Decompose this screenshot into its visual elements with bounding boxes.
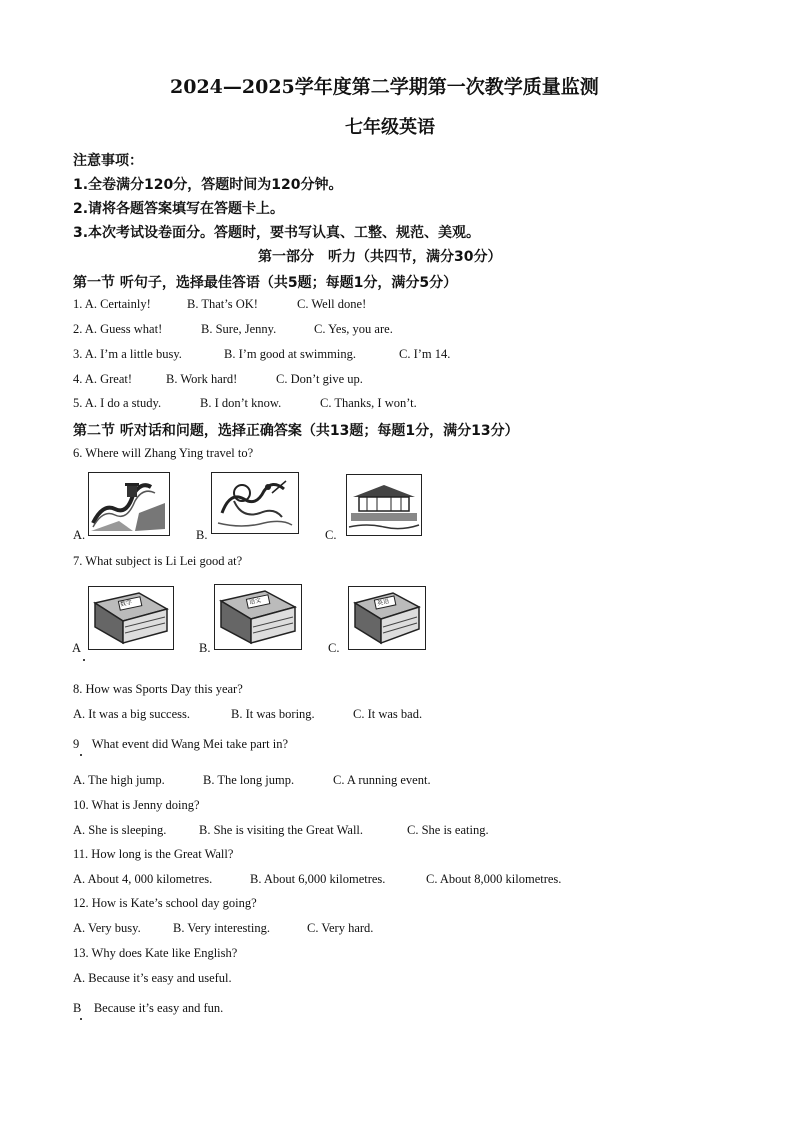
scan-mark	[80, 754, 82, 756]
q12-a[interactable]: A. Very busy.	[73, 921, 141, 935]
q5-b[interactable]: B. I don’t know.	[200, 396, 282, 410]
exam-subtitle: 七年级英语	[345, 117, 435, 138]
q8-b[interactable]: B. It was boring.	[231, 707, 315, 721]
q13-a[interactable]: A. Because it’s easy and useful.	[73, 971, 232, 985]
q5-c[interactable]: C. Thanks, I won’t.	[320, 396, 417, 410]
palace-icon	[347, 475, 421, 535]
q3-b[interactable]: B. I’m good at swimming.	[224, 347, 356, 361]
english-book-picture[interactable]	[348, 586, 426, 650]
great-wall-picture[interactable]	[88, 472, 170, 536]
notes-heading: 注意事项：	[73, 153, 143, 169]
q10-text: 10. What is Jenny doing?	[73, 798, 200, 812]
section2-heading: 第二节 听对话和问题，选择正确答案（共13题；每题1分，满分13分）	[73, 423, 519, 439]
palace-picture[interactable]	[346, 474, 422, 536]
q2-c[interactable]: C. Yes, you are.	[314, 322, 393, 336]
q10-b[interactable]: B. She is visiting the Great Wall.	[199, 823, 364, 837]
note-item-2: 2.请将各题答案填写在答题卡上。	[73, 201, 285, 217]
q5-a[interactable]: 5. A. I do a study.	[73, 396, 162, 410]
q3-a[interactable]: 3. A. I’m a little busy.	[73, 347, 182, 361]
q2-b[interactable]: B. Sure, Jenny.	[201, 322, 277, 336]
q1-b[interactable]: B. That’s OK!	[187, 297, 258, 311]
q6-option-a[interactable]: A.	[73, 528, 86, 542]
section1-heading: 第一节 听句子，选择最佳答语（共5题；每题1分，满分5分）	[73, 275, 458, 291]
q11-text: 11. How long is the Great Wall?	[73, 847, 234, 861]
q7-text: 7. What subject is Li Lei good at?	[73, 554, 243, 568]
q11-a[interactable]: A. About 4, 000 kilometres.	[73, 872, 213, 886]
q13-text: 13. Why does Kate like English?	[73, 946, 238, 960]
q12-b[interactable]: B. Very interesting.	[173, 921, 270, 935]
book-label-chinese: 语文	[248, 596, 262, 607]
q8-text: 8. How was Sports Day this year?	[73, 682, 243, 696]
q11-c[interactable]: C. About 8,000 kilometres.	[426, 872, 562, 886]
q12-text: 12. How is Kate’s school day going?	[73, 896, 257, 910]
q1-c[interactable]: C. Well done!	[297, 297, 367, 311]
part1-heading: 第一部分 听力（共四节，满分30分）	[258, 249, 502, 265]
q4-a[interactable]: 4. A. Great!	[73, 372, 133, 386]
book-label-math: 数学	[119, 598, 133, 609]
q9-c[interactable]: C. A running event.	[333, 773, 431, 787]
dragon-icon	[212, 473, 298, 533]
q10-a[interactable]: A. She is sleeping.	[73, 823, 167, 837]
q9-a[interactable]: A. The high jump.	[73, 773, 165, 787]
q7-option-c[interactable]: C.	[328, 641, 340, 655]
great-wall-icon	[89, 473, 169, 535]
q8-c[interactable]: C. It was bad.	[353, 707, 423, 721]
q4-c[interactable]: C. Don’t give up.	[276, 372, 363, 386]
q10-c[interactable]: C. She is eating.	[407, 823, 489, 837]
scan-mark	[80, 1018, 82, 1020]
book-label-english: 英语	[376, 597, 390, 608]
q13-b[interactable]: B Because it’s easy and fun.	[73, 1001, 224, 1015]
dragon-picture[interactable]	[211, 472, 299, 534]
math-book-picture[interactable]	[88, 586, 174, 650]
q12-c[interactable]: C. Very hard.	[307, 921, 374, 935]
q6-option-c[interactable]: C.	[325, 528, 337, 542]
exam-title: 2024—2025学年度第二学期第一次教学质量监测	[170, 76, 599, 98]
q6-text: 6. Where will Zhang Ying travel to?	[73, 446, 254, 460]
q1-a[interactable]: 1. A. Certainly!	[73, 297, 151, 311]
q4-b[interactable]: B. Work hard!	[166, 372, 238, 386]
scan-mark	[83, 659, 85, 661]
q7-option-b[interactable]: B.	[199, 641, 211, 655]
q11-b[interactable]: B. About 6,000 kilometres.	[250, 872, 386, 886]
q7-option-a[interactable]: A	[72, 641, 82, 655]
q9-b[interactable]: B. The long jump.	[203, 773, 295, 787]
q9-text: 9 What event did Wang Mei take part in?	[73, 737, 289, 751]
q3-c[interactable]: C. I’m 14.	[399, 347, 451, 361]
q8-a[interactable]: A. It was a big success.	[73, 707, 190, 721]
chinese-book-picture[interactable]	[214, 584, 302, 650]
q6-option-b[interactable]: B.	[196, 528, 208, 542]
note-item-1: 1.全卷满分120分，答题时间为120分钟。	[73, 177, 343, 193]
note-item-3: 3.本次考试设卷面分。答题时，要书写认真、工整、规范、美观。	[73, 225, 481, 241]
q2-a[interactable]: 2. A. Guess what!	[73, 322, 163, 336]
